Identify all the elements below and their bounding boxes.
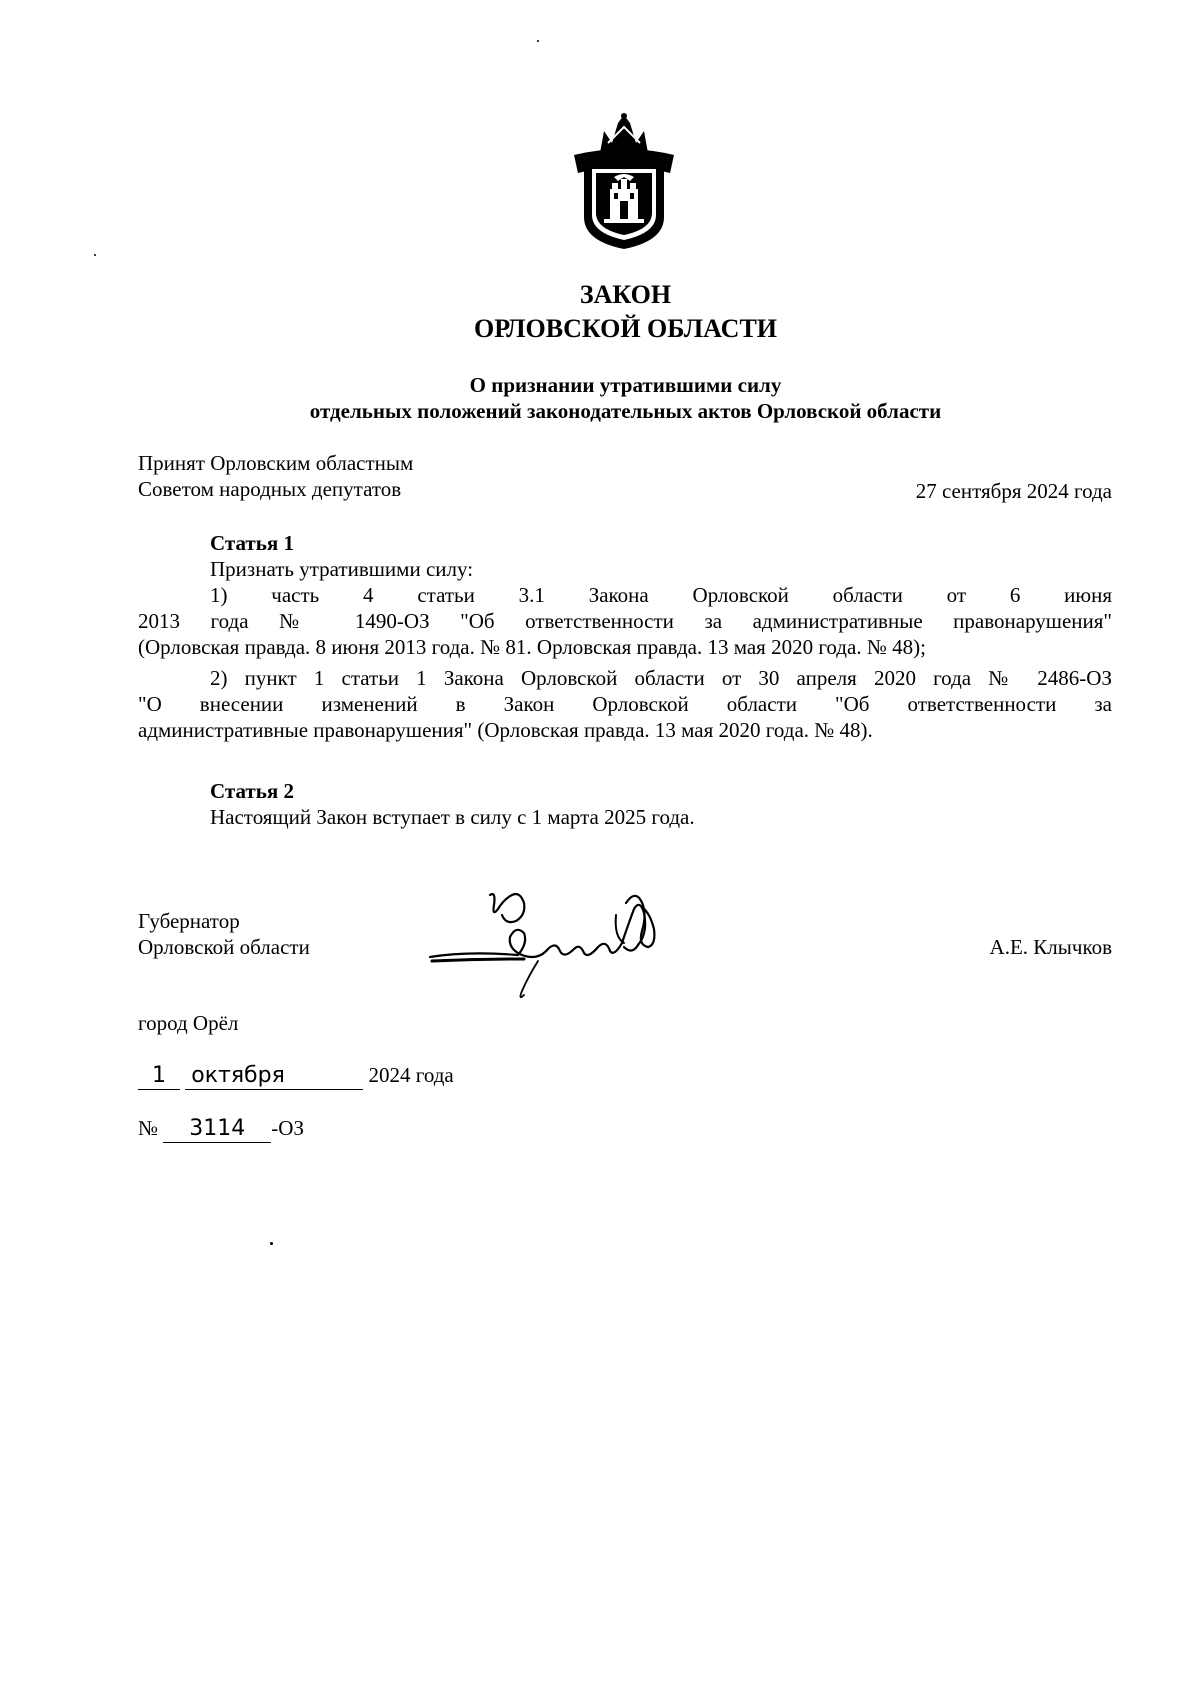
signatory-position-line-2: Орловской области [138,935,310,959]
law-number-row [138,1115,304,1143]
signing-month-field [185,1062,363,1090]
signatory-name: А.Е. Клычков [989,935,1112,959]
scan-speck [94,254,96,256]
number-prefix: № [138,1116,159,1140]
article-1-item-1-line-3: (Орловская правда. 8 июня 2013 года. № 81. Орловская правда. 13 мая 2020 года. № 48); [138,635,926,659]
article-1-item-2-line-2: "О внесении изменений в Закон Орловской области "Об ответственности за [138,692,1112,716]
article-2-heading: Статья 2 [210,779,294,803]
law-number: 3114 [189,1116,246,1141]
scan-speck [270,1242,273,1245]
number-suffix: -ОЗ [271,1116,304,1140]
signing-day: 1 [152,1063,166,1088]
article-1-item-1-line-1: 1) часть 4 статьи 3.1 Закона Орловской области от 6 июня [210,583,1112,607]
law-title: ЗАКОН [579,280,672,309]
article-1-item-2-line-3: административные правонарушения" (Орловская правда. 13 мая 2020 года. № 48). [138,718,873,742]
signing-year: 2024 года [368,1063,454,1087]
article-1-item-2-line-1: 2) пункт 1 статьи 1 Закона Орловской области от 30 апреля 2020 года № 2486-ОЗ [210,666,1112,690]
article-1-item-1-line-2: 2013 года № 1490-ОЗ "Об ответственности за административные правонарушения" [138,609,1112,633]
signatory-position-line-1: Губернатор [138,909,240,933]
coat-of-arms-icon [570,113,678,251]
adoption-date: 27 сентября 2024 года [915,479,1112,503]
article-1-heading: Статья 1 [210,531,294,555]
law-number-field [163,1115,271,1143]
adopted-by-line-1: Принят Орловским областным [138,451,414,475]
signing-month: октября [191,1063,285,1088]
signing-date-row [138,1062,454,1090]
signing-day-field [138,1062,180,1090]
adopted-by-line-2: Советом народных депутатов [138,477,402,501]
article-2-text: Настоящий Закон вступает в силу с 1 марта 2025 года. [210,805,695,829]
subject-line-2: отдельных положений законодательных актов Орловской области [309,399,942,423]
article-1-intro: Признать утратившими силу: [210,557,474,581]
signing-place: город Орёл [138,1011,239,1035]
region-title: ОРЛОВСКОЙ ОБЛАСТИ [473,314,778,343]
scan-speck [537,40,539,42]
handwritten-signature [428,885,668,1010]
subject-line-1: О признании утратившими силу [469,373,782,397]
